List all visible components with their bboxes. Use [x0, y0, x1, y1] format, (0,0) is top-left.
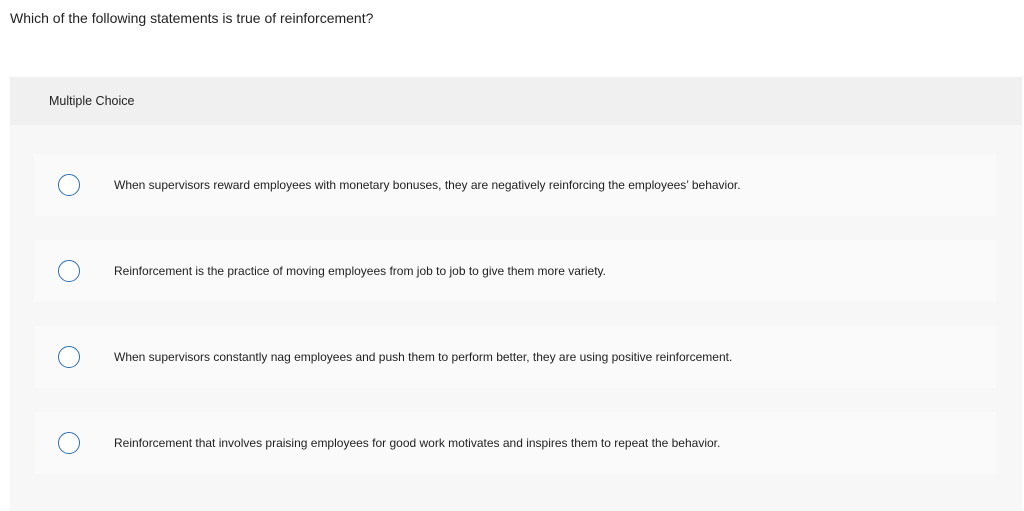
answer-option-4[interactable] [34, 412, 996, 474]
answer-option-text: When supervisors reward employees with monetary bonuses, they are negatively reinforcing the employees’ behavior. [114, 178, 741, 192]
answer-option-1[interactable] [34, 154, 996, 216]
question-type-label: Multiple Choice [49, 94, 135, 108]
radio-button[interactable] [58, 346, 80, 368]
answer-option-text: Reinforcement that involves praising employees for good work motivates and inspires them to repeat the behavior. [114, 436, 721, 450]
radio-button[interactable] [58, 174, 80, 196]
radio-button[interactable] [58, 432, 80, 454]
answer-option-3[interactable] [34, 326, 996, 388]
panel-header [10, 77, 1022, 125]
question-text: Which of the following statements is true of reinforcement? [10, 10, 374, 26]
answer-option-text: Reinforcement is the practice of moving employees from job to job to give them more variety. [114, 264, 606, 278]
answer-option-text: When supervisors constantly nag employees and push them to perform better, they are using positive reinforcement. [114, 350, 733, 364]
answer-panel [10, 77, 1022, 511]
answer-option-2[interactable] [34, 240, 996, 302]
radio-button[interactable] [58, 260, 80, 282]
